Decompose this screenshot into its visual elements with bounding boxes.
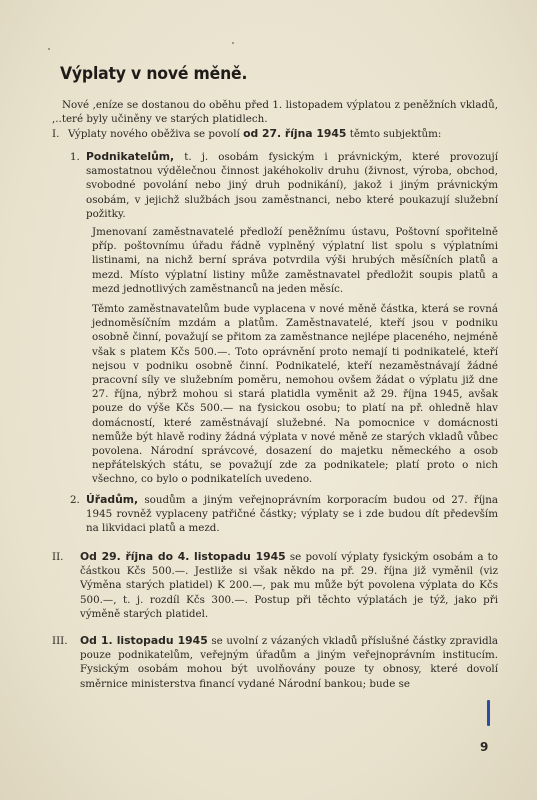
page-number: 9 <box>480 740 489 754</box>
item-number: 1. <box>70 151 80 163</box>
paragraph-employers: Jmenovaní zaměstnavatelé předloží peněžnímu ústavu, Poštovní spořitelně příp. poštovnímu úřadu řádně vyplněný výplatní list spolu s výplatními listinami, na nichž berní správa potvrdila výši hrubých měsíčních platů a mezd. Místo výplatní listiny může zaměstnavatel předložit soupis platů a mezd jednotlivých zaměstnanců na jeden měsíc. <box>92 226 498 295</box>
page-title: Výplaty v nové měně. <box>60 64 248 84</box>
section-number: II. <box>52 551 64 563</box>
section-1-date: od 27. října 1945 <box>243 127 347 140</box>
paragraph-payments: Těmto zaměstnavatelům bude vyplacena v nové měně částka, která se rovná jednoměsíčním mzdám a platům. Zaměstnavatelé, kteří jsou v podniku osobně činní, považují se přitom za zaměstnance nejlépe placeného, nejméně však s platem Kčs 500.—. Toto oprávnění proto nemají ti podnikatelé, kteří nejsou v podniku osobně činní. Podnikatelé, kteří nezaměstnávají žádné pracovní síly ve služebním poměru, nemohou ovšem žádat o výplatu již dne 27. října, nýbrž mohou si stará platidla vyměnit až 29. října 1945, avšak pouze do výše Kčs 500.— na fysickou osobu; to platí na př. ohledně hlav domácností, které zaměstnávají služebné. Na pomocnice v domácnosti nemůže být hlavě rodiny žádná výplata v nové měně ze starých vkladů vůbec povolena. Národní správcové, dosazení do majetku německého a osob nepřátelských státu, se považují zde za podnikatele; platí proto o nich všechno, co bylo o podnikatelích uvedeno. <box>92 303 498 486</box>
paper-speck <box>232 42 234 44</box>
item-2-heading: Úřadům, <box>86 493 139 506</box>
item-1-heading: Podnikatelům, <box>86 150 175 163</box>
item-2 <box>70 493 498 536</box>
item-1-text: t. j. osobám fysickým i právnickým, které provozují samostatnou výdělečnou činnost jakéhokoliv druhu (živnost, výroba, obchod, svobodné povolání nebo jiný druh podnikání), jakož i jiným právnickým osobám, v jejichž službách jsou zaměstnanci, nebo které poukazují služební požitky. <box>86 151 498 220</box>
section-1-intro: Výplaty nového oběživa se povolí <box>68 128 240 140</box>
paper-speck <box>48 48 50 50</box>
section-number: I. <box>52 128 60 140</box>
section-2-date: Od 29. října do 4. listopadu 1945 <box>80 550 286 563</box>
item-1 <box>70 150 498 221</box>
intro-paragraph: Nové ,eníze se dostanou do oběhu před 1. listopadem výplatou z peněžních vkladů, ,..teré byly učiněny ve starých platidlech. <box>52 99 498 126</box>
section-1-outro: těmto subjektům: <box>349 128 442 140</box>
blue-pen-mark <box>487 700 490 726</box>
item-number: 2. <box>70 494 80 506</box>
section-3-date: Od 1. listopadu 1945 <box>80 634 208 647</box>
item-2-text: soudům a jiným veřejnoprávním korporacím budou od 27. října 1945 rovněž vyplaceny patřičné částky; výplaty se i zde budou dít především na likvidaci platů a mezd. <box>86 494 498 535</box>
section-3-text: se uvolní z vázaných vkladů příslušné částky zpravidla pouze podnikatelům, veřejným úřadům a jiným veřejnoprávním institucím. Fysickým osobám mohou být uvolňovány pouze ty obnosy, které dovolí směrnice ministerstva financí vydané Národní bankou; bude se <box>80 635 499 690</box>
section-1 <box>52 127 498 141</box>
section-3 <box>52 634 498 691</box>
section-2 <box>52 550 498 621</box>
section-2-text: se povolí výplaty fysickým osobám a to částkou Kčs 500.—. Jestliže si však někdo na př. 29. října již vyměnil (viz Výměna starých platidel) K 200.—, pak mu může být povolena výplata do Kčs 500.—, t. j. rozdíl Kčs 300.—. Postup při těchto výplatách je týž, jako při výměně starých platidel. <box>80 551 499 620</box>
section-number: III. <box>52 635 68 647</box>
